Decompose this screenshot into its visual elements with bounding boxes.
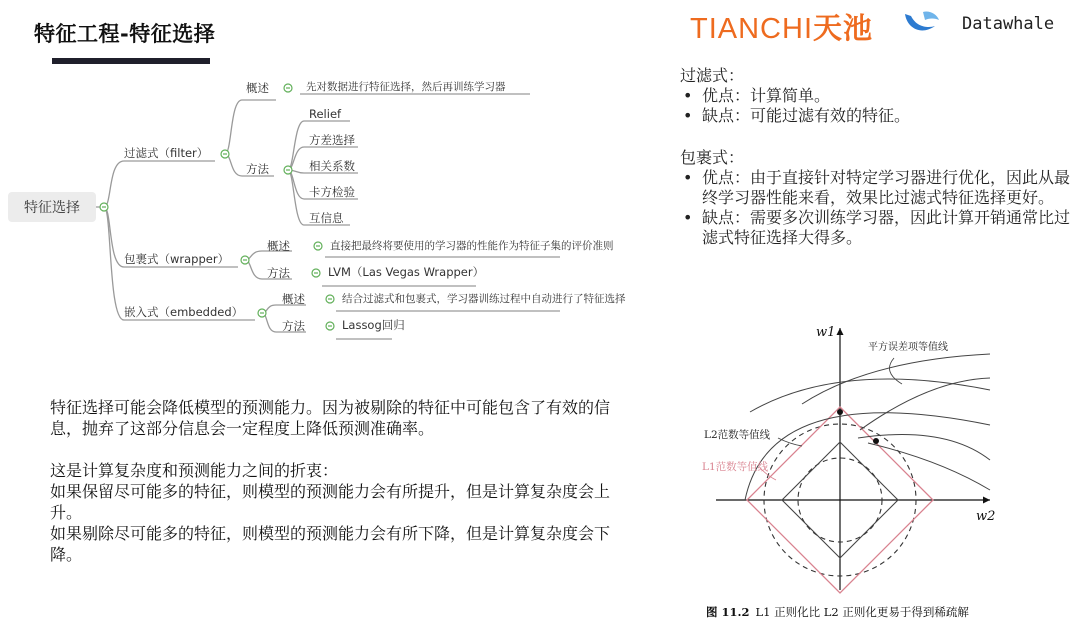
- wrapper-pro: • 优点：由于直接针对特定学习器进行优化，因此从最终学习器性能来看，效果比过滤式特征选择更好。: [680, 168, 1070, 208]
- wrapper-section-title: 包裹式：: [680, 148, 745, 167]
- caption-number: 图 11.2: [706, 605, 750, 619]
- axis-w2-label: w2: [976, 509, 996, 524]
- method-relief: Relief: [309, 107, 342, 121]
- wrapper-node: 包裹式（wrapper）: [124, 252, 230, 266]
- embedded-overview-text: 结合过滤式和包裹式，学习器训练过程中自动进行了特征选择: [342, 293, 626, 305]
- contour-label: 平方误差项等值线: [868, 342, 948, 353]
- pros-cons-block: [680, 66, 1070, 248]
- embedded-overview-label: 概述: [282, 292, 305, 306]
- squared-error-contours: [745, 354, 990, 500]
- tradeoff-keep-more: 如果保留尽可能多的特征，则模型的预测能力会有所提升，但是计算复杂度会上升。: [50, 482, 611, 522]
- wrapper-con: • 缺点：需要多次训练学习器，因此计算开销通常比过滤式特征选择大得多。: [680, 208, 1070, 248]
- method-variance: 方差选择: [309, 133, 355, 147]
- filter-overview-label: 概述: [246, 81, 269, 95]
- axis-w1-label: w1: [816, 325, 836, 340]
- mindmap-root-node: 特征选择: [8, 192, 96, 222]
- tianchi-logo-cn: 天池: [813, 13, 874, 45]
- l2-label: L2范数等值线: [704, 429, 771, 441]
- filter-section-title: 过滤式：: [680, 66, 745, 85]
- l2-solution-point: [873, 438, 879, 444]
- caption-text: L1 正则化比 L2 正则化更易于得到稀疏解: [755, 605, 969, 619]
- filter-pro: • 优点：计算简单。: [680, 86, 1070, 106]
- figure-caption: [706, 604, 969, 620]
- l1-l2-regularization-figure: [690, 320, 1020, 600]
- method-chi-square: 卡方检验: [309, 185, 355, 199]
- tianchi-logo: [690, 6, 873, 47]
- wrapper-method-label: 方法: [267, 266, 290, 280]
- whale-icon: [901, 8, 941, 38]
- page-title: 特征工程-特征选择: [34, 22, 216, 46]
- method-mutual-info: 互信息: [309, 211, 344, 225]
- filter-method-label: 方法: [246, 162, 269, 176]
- embedded-method-label: 方法: [282, 319, 305, 333]
- filter-con: • 缺点：可能过滤有效的特征。: [680, 106, 1070, 126]
- wrapper-overview-label: 概述: [267, 239, 290, 253]
- filter-node: 过滤式（filter）: [124, 146, 209, 160]
- l1-label: L1范数等值线: [702, 461, 769, 473]
- wrapper-overview-text: 直接把最终将要使用的学习器的性能作为特征子集的评价准则: [330, 240, 614, 252]
- l1-solution-point: [837, 409, 843, 415]
- filter-overview-text: 先对数据进行特征选择，然后再训练学习器: [306, 81, 506, 93]
- method-correlation: 相关系数: [309, 159, 355, 173]
- tradeoff-text-block: [50, 397, 640, 565]
- tianchi-logo-text: TIANCHI: [690, 13, 813, 45]
- title-underline: [52, 58, 210, 64]
- embedded-method-text: Lassog回归: [342, 318, 405, 332]
- datawhale-logo: Datawhale: [962, 14, 1055, 34]
- tradeoff-intro: 特征选择可能会降低模型的预测能力。因为被剔除的特征中可能包含了有效的信息，抛弃了这部分信息会一定程度上降低预测准确率。: [50, 398, 611, 438]
- wrapper-method-text: LVM（Las Vegas Wrapper）: [328, 265, 485, 279]
- tradeoff-remove-more: 如果剔除尽可能多的特征，则模型的预测能力会有所下降，但是计算复杂度会下降。: [50, 524, 611, 564]
- tradeoff-title: 这是计算复杂度和预测能力之间的折衷：: [50, 461, 339, 480]
- embedded-node: 嵌入式（embedded）: [124, 305, 244, 319]
